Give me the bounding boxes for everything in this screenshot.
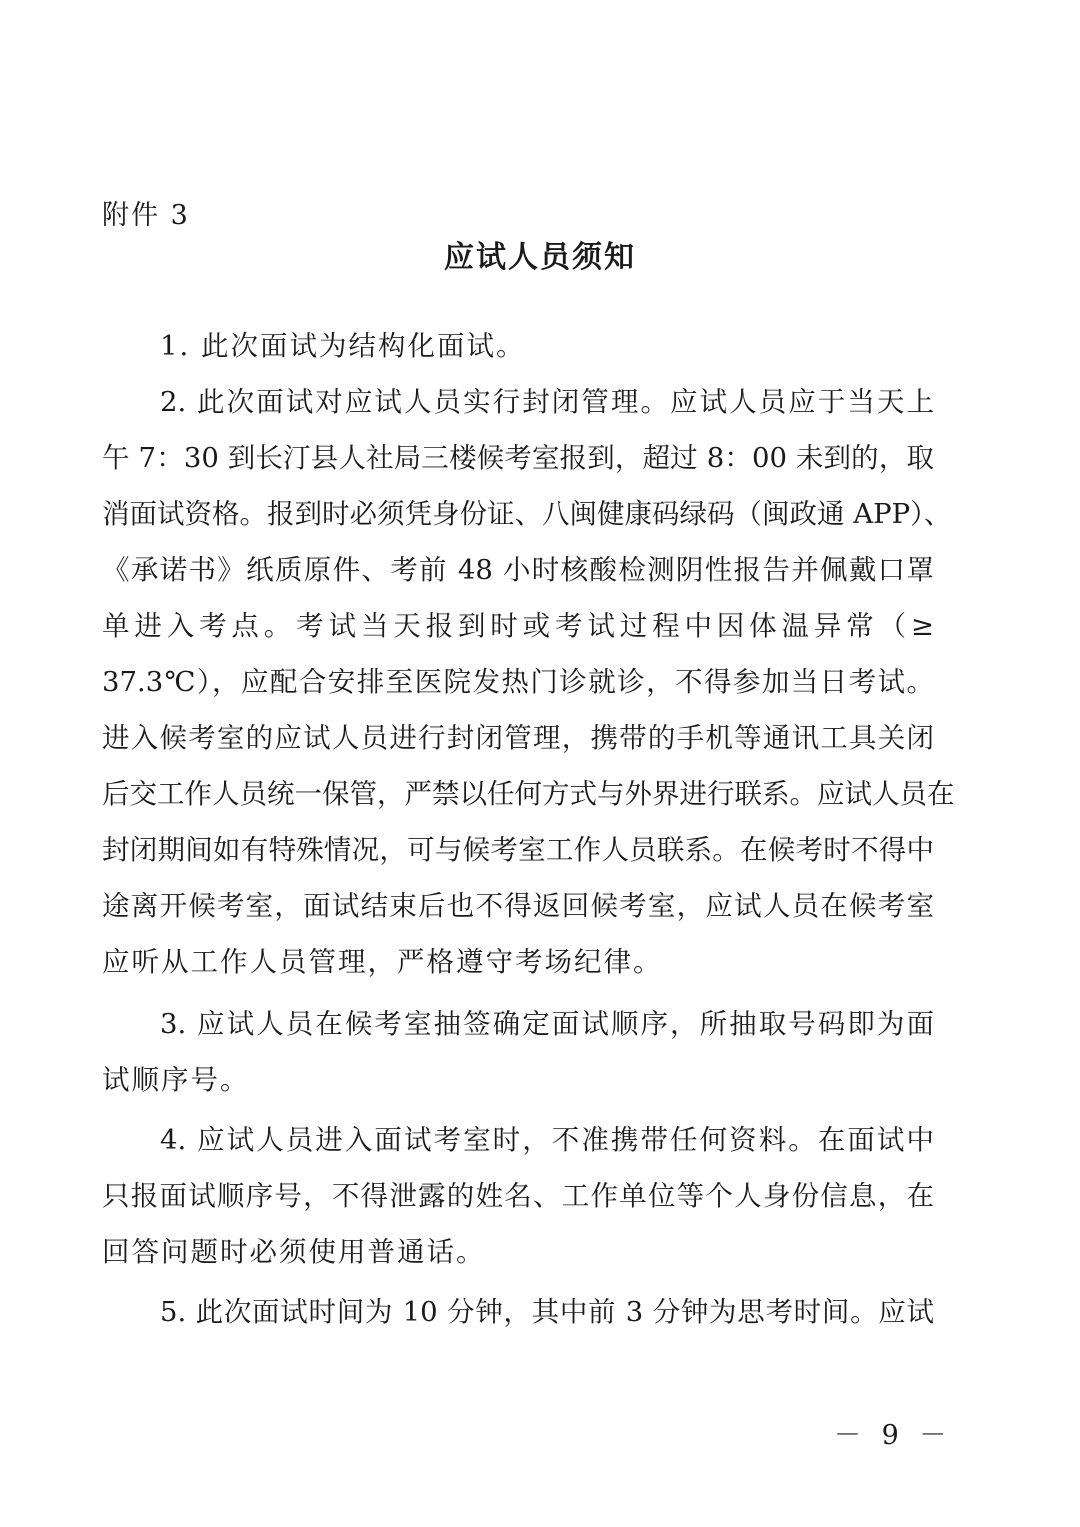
paragraph-2-line: 应听从工作人员管理，严格遵守考场纪律。 — [102, 946, 663, 978]
page-number: － 9 － — [834, 1420, 953, 1451]
paragraph-4-line: 只报面试顺序号，不得泄露的姓名、工作单位等个人身份信息，在 — [102, 1180, 934, 1212]
paragraph-2-line: 途离开候考室，面试结束后也不得返回候考室，应试人员在候考室 — [102, 890, 934, 922]
paragraph-2-line: 单进入考点。考试当天报到时或考试过程中因体温异常（≥ — [102, 610, 934, 642]
paragraph-2-line: 进入候考室的应试人员进行封闭管理，携带的手机等通讯工具关闭 — [102, 722, 934, 754]
paragraph-2-line: 消面试资格。报到时必须凭身份证、八闽健康码绿码（闽政通 APP）、 — [102, 498, 952, 530]
document-title: 应试人员须知 — [444, 240, 636, 275]
paragraph-5-line: 5. 此次面试时间为 10 分钟，其中前 3 分钟为思考时间。应试 — [160, 1296, 934, 1328]
paragraph-3-line: 试顺序号。 — [102, 1064, 250, 1096]
paragraph-4-line: 4. 应试人员进入面试考室时，不准携带任何资料。在面试中 — [160, 1124, 934, 1156]
paragraph-2-line: 午 7：30 到长汀县人社局三楼候考室报到，超过 8：00 未到的，取 — [102, 442, 934, 474]
paragraph-4-line: 回答问题时必须使用普通话。 — [102, 1236, 486, 1268]
paragraph-2-line: 《承诺书》纸质原件、考前 48 小时核酸检测阴性报告并佩戴口罩 — [102, 554, 934, 586]
paragraph-2-line: 后交工作人员统一保管，严禁以任何方式与外界进行联系。应试人员在 — [102, 778, 955, 810]
paragraph-2-line: 2. 此次面试对应试人员实行封闭管理。应试人员应于当天上 — [160, 386, 934, 418]
paragraph-2-line: 37.3℃），应配合安排至医院发热门诊就诊，不得参加当日考试。 — [102, 666, 934, 698]
paragraph-1-line: 1. 此次面试为结构化面试。 — [160, 330, 526, 362]
attachment-label: 附件 3 — [102, 200, 190, 231]
paragraph-3-line: 3. 应试人员在候考室抽签确定面试顺序，所抽取号码即为面 — [160, 1008, 934, 1040]
paragraph-2-line: 封闭期间如有特殊情况，可与候考室工作人员联系。在候考时不得中 — [102, 834, 934, 866]
